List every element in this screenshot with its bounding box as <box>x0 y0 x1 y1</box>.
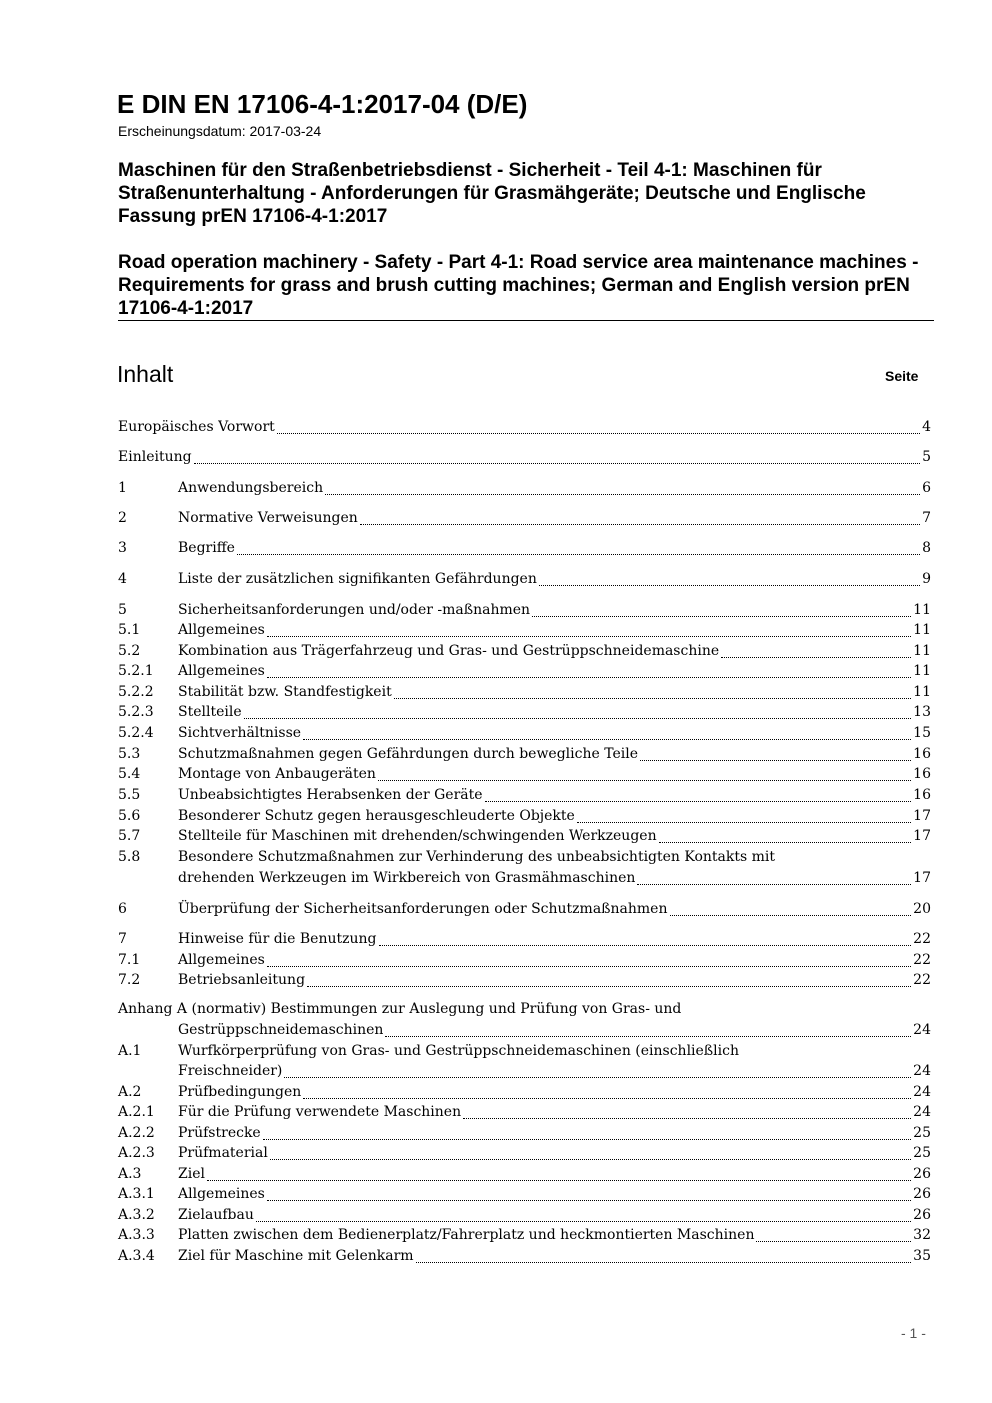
toc-leader-dots <box>303 739 911 740</box>
toc-leader-dots <box>416 1262 911 1263</box>
toc-entry-number: 7.1 <box>118 952 141 968</box>
toc-entry-page: 17 <box>913 808 931 824</box>
toc-entry[interactable] <box>118 682 931 703</box>
toc-entry-number: 3 <box>118 540 127 556</box>
toc-entry-title: Einleitung <box>118 449 192 465</box>
toc-entry-page: 17 <box>913 828 931 844</box>
toc-entry-title: Begriffe <box>178 540 235 556</box>
toc-entry-title: Europäisches Vorwort <box>118 419 275 435</box>
toc-entry[interactable] <box>118 999 931 1020</box>
toc-entry[interactable] <box>118 417 931 438</box>
toc-leader-dots <box>360 524 920 525</box>
title-english: Road operation machinery - Safety - Part 4-1: Road service area maintenance machines - Requirements for grass and brush cutting machines; German and English version prEN 17106-4-1:2017 <box>118 252 919 319</box>
toc-entry-number: 5.1 <box>118 622 141 638</box>
toc-entry-title: Überprüfung der Sicherheitsanforderungen oder Schutzmaßnahmen <box>178 901 668 917</box>
toc-entry-number: A.3.2 <box>118 1207 155 1223</box>
toc-leader-dots <box>532 616 911 617</box>
toc-entry-title: Prüfstrecke <box>178 1125 261 1141</box>
toc-leader-dots <box>379 945 911 946</box>
toc-entry-number: A.3 <box>118 1166 142 1182</box>
toc-entry-number: 5.8 <box>118 849 141 865</box>
toc-entry[interactable] <box>118 508 931 529</box>
toc-entry-page: 24 <box>913 1084 931 1100</box>
toc-entry-title: Allgemeines <box>178 952 265 968</box>
toc-leader-dots <box>307 986 911 987</box>
toc-entry-page: 22 <box>913 931 931 947</box>
page-number: - 1 - <box>901 1325 926 1341</box>
toc-entry-title: Prüfbedingungen <box>178 1084 302 1100</box>
toc-leader-dots <box>194 463 920 464</box>
toc-entry-page: 20 <box>913 901 931 917</box>
toc-entry-number: 5.3 <box>118 746 141 762</box>
toc-entry-number: 5.5 <box>118 787 141 803</box>
toc-entry[interactable] <box>118 899 931 920</box>
toc-entry[interactable] <box>118 538 931 559</box>
toc-entry[interactable] <box>118 641 931 662</box>
toc-leader-dots <box>267 677 911 678</box>
toc-entry-page: 11 <box>913 684 931 700</box>
toc-entry[interactable] <box>118 1225 931 1246</box>
toc-leader-dots <box>539 585 920 586</box>
toc-entry-page: 22 <box>913 952 931 968</box>
toc-entry-page: 11 <box>913 622 931 638</box>
toc-entry-title: Unbeabsichtigtes Herabsenken der Geräte <box>178 787 483 803</box>
toc-entry-number: A.1 <box>118 1043 142 1059</box>
toc-entry-number: A.2 <box>118 1084 142 1100</box>
toc-entry-number: 7.2 <box>118 972 141 988</box>
toc-leader-dots <box>756 1241 911 1242</box>
toc-entry-page: 6 <box>922 480 931 496</box>
toc-entry-number: 5.2.4 <box>118 725 154 741</box>
toc-entry[interactable] <box>118 744 931 765</box>
toc-entry-title: Sichtverhältnisse <box>178 725 302 741</box>
toc-entry-title: Ziel <box>178 1166 205 1182</box>
toc-leader-dots <box>303 1098 911 1099</box>
toc-entry-page: 25 <box>913 1125 931 1141</box>
toc-entry-number: A.3.4 <box>118 1248 155 1264</box>
toc-entry-title: drehenden Werkzeugen im Wirkbereich von Grasmähmaschinen <box>178 870 636 886</box>
toc-entry-page: 25 <box>913 1145 931 1161</box>
toc-leader-dots <box>277 433 920 434</box>
toc-entry-page: 24 <box>913 1022 931 1038</box>
toc-entry[interactable] <box>118 868 931 889</box>
toc-leader-dots <box>659 842 911 843</box>
toc-entry-title: Schutzmaßnahmen gegen Gefährdungen durch bewegliche Teile <box>178 746 639 762</box>
toc-entry[interactable] <box>118 620 931 641</box>
toc-entry[interactable] <box>118 1184 931 1205</box>
toc-entry[interactable] <box>118 929 931 950</box>
toc-entry-title: Allgemeines <box>178 622 265 638</box>
toc-leader-dots <box>385 1036 911 1037</box>
toc-entry-number: 5.2.1 <box>118 663 154 679</box>
toc-entry-title: Allgemeines <box>178 1186 265 1202</box>
toc-entry-title: Prüfmaterial <box>178 1145 268 1161</box>
toc-leader-dots <box>284 1077 911 1078</box>
toc-entry[interactable] <box>118 1123 931 1144</box>
toc-leader-dots <box>670 915 911 916</box>
toc-leader-dots <box>237 554 920 555</box>
toc-entry-number: 5.4 <box>118 766 141 782</box>
toc-entry-title: Besonderer Schutz gegen herausgeschleuderte Objekte <box>178 808 575 824</box>
toc-page-label: Seite <box>885 368 919 384</box>
toc-entry[interactable] <box>118 1020 931 1041</box>
toc-entry-page: 26 <box>913 1166 931 1182</box>
toc-entry-number: 5.2 <box>118 643 141 659</box>
toc-leader-dots <box>485 801 911 802</box>
toc-entry-page: 32 <box>913 1227 931 1243</box>
toc-entry-page: 16 <box>913 766 931 782</box>
toc-entry-page: 16 <box>913 787 931 803</box>
toc-entry-number: 6 <box>118 901 127 917</box>
toc-entry-title: Stabilität bzw. Standfestigkeit <box>178 684 392 700</box>
toc-entry-title: Allgemeines <box>178 663 265 679</box>
publication-date: Erscheinungsdatum: 2017-03-24 <box>118 123 322 139</box>
toc-entry-number: 5.2.3 <box>118 704 154 720</box>
toc-entry-title: Ziel für Maschine mit Gelenkarm <box>178 1248 414 1264</box>
toc-entry[interactable] <box>118 661 931 682</box>
toc-leader-dots <box>244 718 911 719</box>
toc-entry-title: Platten zwischen dem Bedienerplatz/Fahrerplatz und heckmontierten Maschinen <box>178 1227 755 1243</box>
toc-entry[interactable] <box>118 1041 931 1062</box>
toc-entry[interactable] <box>118 600 931 621</box>
toc-entry-title: Liste der zusätzlichen signifikanten Gefährdungen <box>178 571 537 587</box>
toc-entry-title: Normative Verweisungen <box>178 510 358 526</box>
toc-entry-page: 35 <box>913 1248 931 1264</box>
toc-entry-page: 7 <box>922 510 931 526</box>
toc-entry-number: 5.6 <box>118 808 141 824</box>
toc-entry[interactable] <box>118 970 931 991</box>
toc-entry-page: 9 <box>922 571 931 587</box>
toc-entry-page: 13 <box>913 704 931 720</box>
toc-entry[interactable] <box>118 785 931 806</box>
toc-entry-number: 5.7 <box>118 828 141 844</box>
document-title: E DIN EN 17106-4-1:2017-04 (D/E) <box>117 89 528 119</box>
toc-entry-title: Zielaufbau <box>178 1207 254 1223</box>
toc-entry-title: Besondere Schutzmaßnahmen zur Verhinderung des unbeabsichtigten Kontakts mit <box>178 849 776 865</box>
toc-entry-title: Stellteile <box>178 704 242 720</box>
toc-leader-dots <box>378 780 911 781</box>
toc-entry-page: 11 <box>913 663 931 679</box>
toc-entry-title: Hinweise für die Benutzung <box>178 931 377 947</box>
toc-entry-page: 11 <box>913 602 931 618</box>
toc-entry-page: 17 <box>913 870 931 886</box>
toc-entry-number: A.2.3 <box>118 1145 155 1161</box>
toc-entry-page: 5 <box>922 449 931 465</box>
toc-entry-title: Sicherheitsanforderungen und/oder -maßnahmen <box>178 602 531 618</box>
toc-entry-number: 1 <box>118 480 127 496</box>
toc-entry-title: Wurfkörperprüfung von Gras- und Gestrüppschneidemaschinen (einschließlich <box>178 1043 739 1059</box>
toc-entry-number: A.2.2 <box>118 1125 155 1141</box>
toc-entry[interactable] <box>118 1205 931 1226</box>
toc-entry-page: 16 <box>913 746 931 762</box>
toc-entry[interactable] <box>118 569 931 590</box>
toc-entry-number: 5.2.2 <box>118 684 154 700</box>
toc-entry-number: 2 <box>118 510 127 526</box>
toc-entry-page: 26 <box>913 1207 931 1223</box>
toc-leader-dots <box>207 1180 911 1181</box>
toc-entry-page: 26 <box>913 1186 931 1202</box>
toc-entry-title: Gestrüppschneidemaschinen <box>178 1022 384 1038</box>
toc-entry-number: A.3.3 <box>118 1227 155 1243</box>
toc-leader-dots <box>325 494 920 495</box>
toc-entry[interactable] <box>118 764 931 785</box>
toc-leader-dots <box>640 760 911 761</box>
toc-entry-page: 24 <box>913 1063 931 1079</box>
toc-entry[interactable] <box>118 1143 931 1164</box>
toc-entry[interactable] <box>118 447 931 468</box>
toc-entry-number: 7 <box>118 931 127 947</box>
toc-leader-dots <box>394 698 911 699</box>
title-german: Maschinen für den Straßenbetriebsdienst - Sicherheit - Teil 4-1: Maschinen für Straßenunterhaltung - Anforderungen für Grasmähgeräte; Deutsche und Englische Fassung prEN 17106-4-1:2017 <box>118 160 866 227</box>
toc-entry[interactable] <box>118 1061 931 1082</box>
toc-leader-dots <box>721 657 911 658</box>
toc-entry-title: Betriebsanleitung <box>178 972 306 988</box>
toc-entry-number: A.2.1 <box>118 1104 155 1120</box>
toc-leader-dots <box>267 1200 911 1201</box>
toc-entry[interactable] <box>118 702 931 723</box>
toc-entry-number: 4 <box>118 571 127 587</box>
toc-entry[interactable] <box>118 826 931 847</box>
toc-entry-title: Freischneider) <box>178 1063 283 1079</box>
toc-entry-title: Kombination aus Trägerfahrzeug und Gras- und Gestrüppschneidemaschine <box>178 643 720 659</box>
toc-entry-title: Anhang A (normativ) Bestimmungen zur Auslegung und Prüfung von Gras- und <box>118 1001 682 1017</box>
toc-entry-number: A.3.1 <box>118 1186 155 1202</box>
toc-entry-page: 15 <box>913 725 931 741</box>
toc-leader-dots <box>263 1139 911 1140</box>
toc-entry[interactable] <box>118 1164 931 1185</box>
toc-entry[interactable] <box>118 478 931 499</box>
toc-entry-page: 24 <box>913 1104 931 1120</box>
toc-entry[interactable] <box>118 1246 931 1267</box>
toc-leader-dots <box>256 1221 911 1222</box>
toc-leader-dots <box>577 822 911 823</box>
toc-entry[interactable] <box>118 806 931 827</box>
toc-entry-title: Anwendungsbereich <box>178 480 324 496</box>
toc-entry-title: Montage von Anbaugeräten <box>178 766 376 782</box>
toc-entry-page: 4 <box>922 419 931 435</box>
toc-entry-title: Für die Prüfung verwendete Maschinen <box>178 1104 462 1120</box>
toc-entry-number: 5 <box>118 602 127 618</box>
toc-leader-dots <box>270 1159 911 1160</box>
toc-leader-dots <box>267 636 911 637</box>
toc-leader-dots <box>463 1118 911 1119</box>
toc-entry-page: 11 <box>913 643 931 659</box>
toc-entry[interactable] <box>118 1102 931 1123</box>
toc-entry-title: Stellteile für Maschinen mit drehenden/schwingenden Werkzeugen <box>178 828 657 844</box>
toc-entry[interactable] <box>118 847 931 868</box>
toc-entry[interactable] <box>118 723 931 744</box>
toc-leader-dots <box>637 884 911 885</box>
toc-leader-dots <box>267 966 911 967</box>
toc-entry-page: 8 <box>922 540 931 556</box>
toc-entry[interactable] <box>118 1082 931 1103</box>
toc-entry-page: 22 <box>913 972 931 988</box>
title-divider <box>118 320 934 321</box>
toc-heading: Inhalt <box>117 361 174 387</box>
toc-entry[interactable] <box>118 950 931 971</box>
